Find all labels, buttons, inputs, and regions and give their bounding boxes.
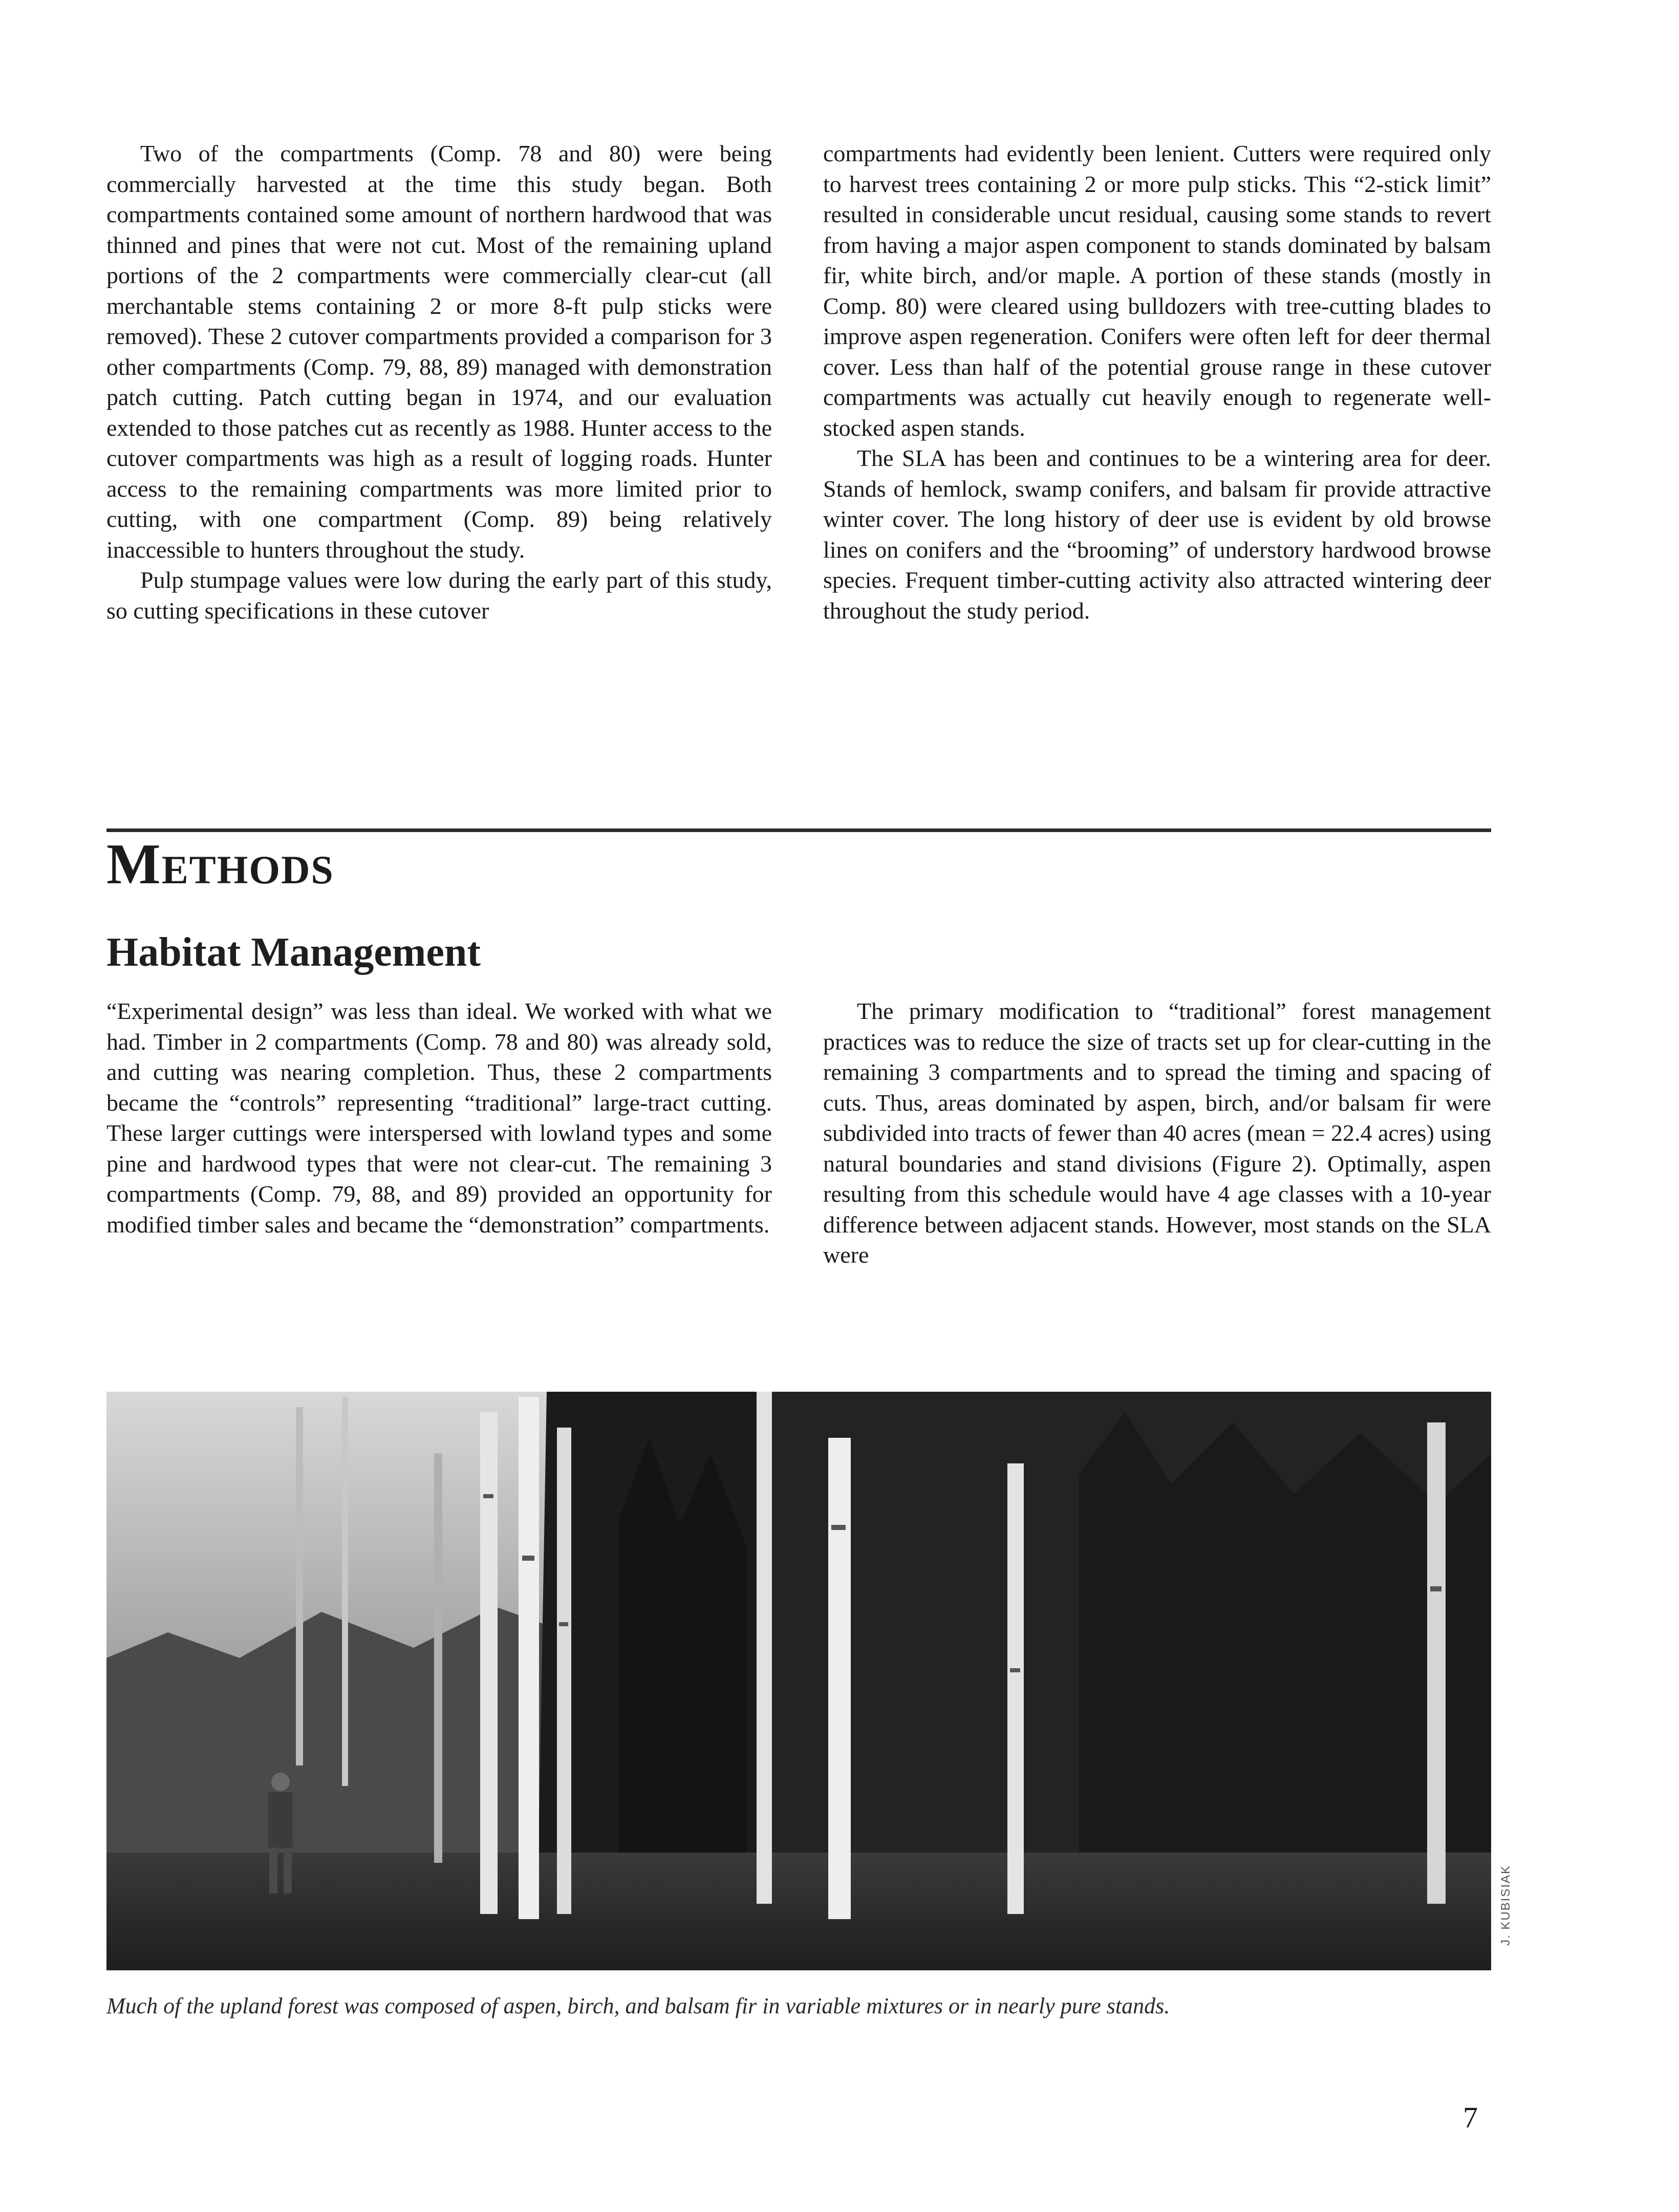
subsection-heading: Habitat Management [106,930,481,975]
methods-right-column [823,996,1491,1270]
thin-birch-3 [434,1453,442,1863]
intro-paragraph-2: Pulp stumpage values were low during the early part of this study, so cutting specifications in these cutover [106,567,772,624]
methods-paragraph-2: The primary modification to “traditional” forest management practices was to reduce the size of tracts set up for clear-cutting in the remaining 3 compartments and to spread the timing and spacing of cuts. Thus, areas dominated by aspen, birch, and/or balsam fir were subdivided into tracts of fewer than 40 acres (mean = 22.4 acres) using natural boundaries and stand divisions (Figure 2). Optimally, aspen resulting from this schedule would have 4 age classes with a 10-year difference between adjacent stands. However, most stands on the SLA were [823,998,1491,1268]
birch-trunk-2 [519,1397,539,1919]
section-divider [106,828,1491,832]
section-heading: Methods [106,833,334,896]
intro-paragraph-3: compartments had evidently been lenient. Cutters were required only to harvest trees containing 2 or more pulp sticks. This “2-stick limit” resulted in considerable uncut residual, causing some stands to revert from having a major aspen component to stands dominated by balsam fir, white birch, and/or maple. A portion of these stands (mostly in Comp. 80) were cleared using bulldozers with tree-cutting blades to improve aspen regeneration. Conifers were often left for deer thermal cover. Less than half of the potential grouse range in these cutover compartments was actually cut heavily enough to regenerate well-stocked aspen stands. [823,140,1491,441]
forest-floor [106,1853,1491,1970]
birch-trunk-7 [1427,1422,1446,1904]
thin-birch-2 [342,1397,348,1786]
birch-trunk-1 [480,1412,498,1914]
intro-paragraph-1: Two of the compartments (Comp. 78 and 80) were being commercially harvested at the time this study began. Both compartments contained some amount of northern hardwood that was thinned and pines that were not cut. Most of the remaining upland portions of the 2 compartments were commercially clear-cut (all merchantable stems containing 2 or more 8-ft pulp sticks were removed). These 2 cutover compartments provided a comparison for 3 other compartments (Comp. 79, 88, 89) managed with demonstration patch cutting. Patch cutting began in 1974, and our evaluation extended to those patches cut as recently as 1988. Hunter access to the cutover compartments was high as a result of logging roads. Hunter access to the remaining compartments was more limited prior to cutting, with one compartment (Comp. 89) being relatively inaccessible to hunters throughout the study. [106,140,772,563]
photo-credit: J. KUBISIAK [1499,1864,1513,1946]
birch-trunk-5 [828,1438,851,1919]
birch-trunk-4 [757,1392,772,1904]
intro-right-column [823,138,1491,626]
methods-left-column [106,996,772,1240]
intro-paragraph-4: The SLA has been and continues to be a wintering area for deer. Stands of hemlock, swamp conifers, and balsam fir provide attractive winter cover. The long history of deer use is evident by old browse lines on conifers and the “brooming” of understory hardwood browse species. Frequent timber-cutting activity also attracted wintering deer throughout the study period. [823,445,1491,624]
figure-caption: Much of the upland forest was composed of aspen, birch, and balsam fir in variable mixtures or in nearly pure stands. [106,1993,1170,2018]
intro-left-column [106,138,772,626]
birch-trunk-3 [557,1428,571,1914]
birch-trunk-6 [1007,1463,1024,1914]
methods-paragraph-1: “Experimental design” was less than ideal. We worked with what we had. Timber in 2 compartments (Comp. 78 and 80) was already sold, and cutting was nearing completion. Thus, these 2 compartments became the “controls” representing “traditional” large-tract cutting. These larger cuttings were interspersed with lowland types and some pine and hardwood types that were not clear-cut. The remaining 3 compartments (Comp. 79, 88, and 89) provided an opportunity for modified timber sales and became the “demonstration” compartments. [106,998,772,1238]
page-number: 7 [1463,2101,1478,2134]
forest-photograph [106,1392,1491,1970]
thin-birch-1 [296,1407,303,1766]
